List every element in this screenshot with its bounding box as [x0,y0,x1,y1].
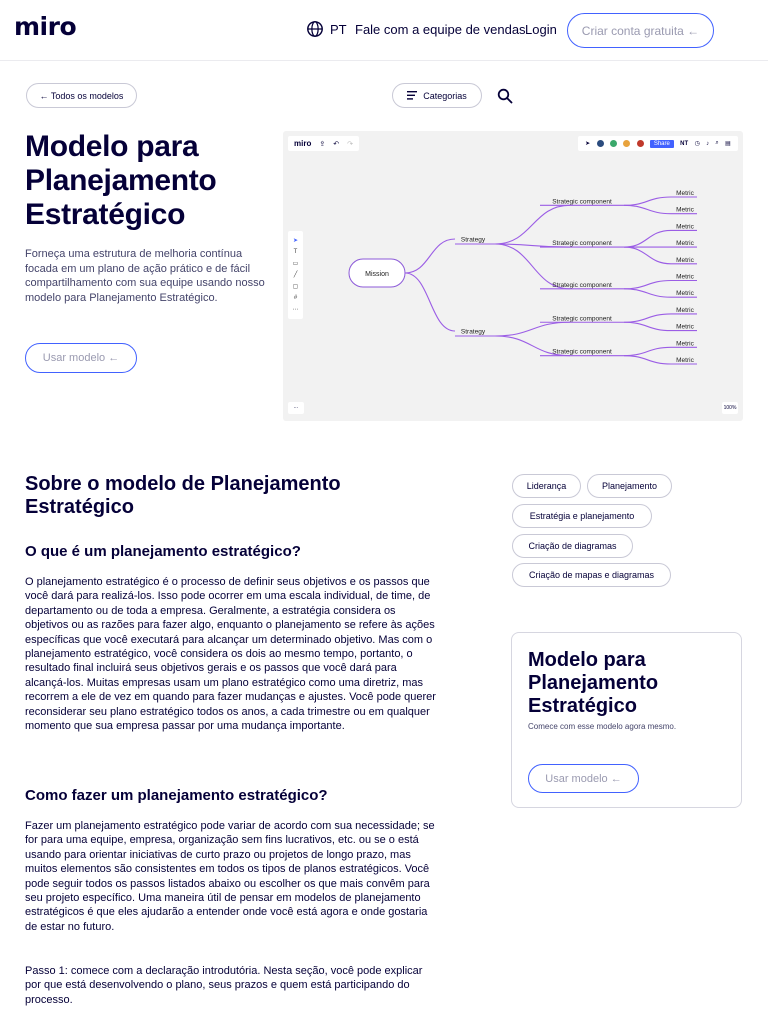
mindmap-metric-label: Metric [676,323,694,331]
redo-icon[interactable]: ↷ [347,140,353,148]
section-paragraph: O planejamento estratégico é o processo de definir seus objetivos e os passos que você dará para realizá-los. Isso pode ocorrer em uma escala individual, de time, de departamento ou de toda a empresa. Geralmente, a estratégia considera os objetivos ou as razões para fazer algo, enquanto o planejamento se refere às ações específicas que você executará para alcançar um determinado objetivo. Mas com o planejamento estratégico, você considera os dois ao mesmo tempo, portanto, o resultado final incluirá seus objetivos gerais e os passos que você dará para alcançá-los. Muitas empresas usam um plano estratégico como uma diretriz, mas recorrem a ele de vez em quando para fazer mudanças e ajustes. Você pode querer reconsiderar seu plano estratégico todos os anos, a cada trimestre ou em qualquer momento que sua empresa passar por uma mudança importante. [25,576,436,733]
mindmap-metric-label: Metric [676,306,694,314]
language-selector[interactable] [306,20,347,38]
site-header [0,0,768,61]
menu-icon [407,91,417,100]
sticky-note-icon[interactable]: ▭ [292,260,299,267]
mindmap-component-label: Strategic component [552,281,612,289]
card-use-template-button[interactable]: Usar modelo ← [528,764,639,793]
mindmap-metric-label: Metric [676,340,694,348]
signup-button[interactable]: Criar conta gratuita ← [567,13,714,48]
mindmap-metric-label: Metric [676,256,694,264]
tag-leadership[interactable]: Liderança [512,474,581,498]
card-subtitle: Comece com esse modelo agora mesmo. [528,722,677,731]
mindmap-component-label: Strategic component [552,240,612,248]
language-label: PT [330,21,347,37]
categories-label: Categorias [423,90,467,101]
mindmap-edge [495,322,570,336]
mindmap-component-label: Strategic component [552,198,612,206]
tag-strategy-planning[interactable]: Estratégia e planejamento [512,504,652,528]
mindmap-metric-label: Metric [676,223,694,231]
globe-icon [306,20,324,38]
section-paragraph: Passo 1: comece com a declaração introdutória. Nesta seção, você pode explicar por que está desenvolvendo o plano, seus prazos e quem está participando do processo. [25,965,423,1006]
board-logo: miro [294,139,312,148]
avatar [610,140,617,147]
upload-icon[interactable]: ⇪ [319,140,326,148]
avatar [623,140,630,147]
board-collab-toolbar [578,136,738,151]
mindmap-edge [405,273,455,331]
mindmap-metric-label: Metric [676,273,694,281]
mindmap-edge [624,347,671,355]
mindmap-edge [624,289,671,297]
tag-diagramming[interactable]: Criação de diagramas [512,534,633,558]
zoom-level[interactable]: 100% [722,402,738,414]
mindmap-strategy-label: Strategy [460,236,486,244]
template-preview[interactable] [283,131,743,421]
cursor-icon[interactable]: ➤ [585,141,591,147]
mindmap-metric-label: Metric [676,240,694,248]
page-title: Modelo para Planejamento Estratégico [25,130,217,231]
mindmap-edge [624,314,671,322]
template-card [511,632,742,808]
board-bottom-left-tools[interactable]: ⋯ [288,402,304,414]
select-tool-icon[interactable]: ➤ [292,238,299,245]
mindmap-edge [624,281,671,289]
miro-logo[interactable]: miro [14,12,77,41]
all-templates-button[interactable]: ← Todos os modelos [26,83,137,108]
bell-icon[interactable]: ♪ [706,140,710,147]
section-heading: O que é um planejamento estratégico? [25,543,301,560]
timer-icon[interactable]: ◷ [694,141,700,147]
section-paragraph: Fazer um planejamento estratégico pode variar de acordo com sua necessidade; se for para uma equipe, empresa, organização sem fins lucrativos, etc. ou se o está usando para orientar iniciativas de curto prazo ou projetos de longo prazo, mas muitos elementos são consistentes em todos os tipos de planos estratégicos. Você pode seguir todos os passos listados abaixo ou escolher os que mais convêm para seu projeto específico. Uma maneira útil de pensar em modelos de planejamento estratégicos é que eles ajudarão a entender onde você está agora e onde gostaria de estar no futuro. [25,820,435,933]
text-tool-icon[interactable]: T [293,249,298,256]
mindmap-edge [624,197,671,205]
undo-icon[interactable]: ↶ [333,140,340,148]
mindmap-metric-label: Metric [676,290,694,298]
section-heading: Como fazer um planejamento estratégico? [25,787,328,804]
mindmap-metric-label: Metric [676,190,694,197]
mindmap-edge [624,230,671,247]
shape-tool-icon[interactable]: ▢ [292,284,299,291]
pen-tool-icon[interactable]: ╱ [293,272,298,279]
share-button[interactable]: Share [650,140,674,148]
tag-mapping-diagramming[interactable]: Criação de mapas e diagramas [512,563,671,587]
mindmap-edge [624,247,671,264]
search-icon[interactable]: ⌕ [715,140,719,146]
mindmap-metric-label: Metric [676,206,694,214]
about-title: Sobre o modelo de Planejamento Estratégico [25,473,341,518]
mindmap-component-label: Strategic component [552,315,612,323]
mindmap-edge [624,322,671,330]
search-icon[interactable] [497,88,513,104]
mindmap-component-label: Strategic component [552,348,612,356]
use-template-button[interactable]: Usar modelo ← [25,343,137,373]
user-initials: NT [680,140,689,147]
mindmap-edge [624,205,671,213]
tag-planning[interactable]: Planejamento [587,474,672,498]
avatar [597,140,604,147]
hero-description: Forneça uma estrutura de melhoria contínua focada em um plano de ação prático e de fácil compartilhamento com sua equipe usando nosso modelo para Planejamento Estratégico. [25,248,265,304]
categories-button[interactable] [392,83,482,108]
mindmap-diagram [283,131,743,421]
card-title: Modelo para Planejamento Estratégico [528,649,659,717]
frame-tool-icon[interactable]: # [293,294,298,301]
sales-link[interactable]: Fale com a equipe de vendas [355,22,526,37]
mindmap-metric-label: Metric [676,357,694,364]
mindmap-edge [624,356,671,364]
login-link[interactable]: Login [525,22,557,37]
mindmap-edge [495,205,570,244]
menu-icon[interactable]: ▤ [725,141,731,147]
mindmap-strategy-label: Strategy [460,328,486,336]
board-tools-toolbar [288,231,303,319]
board-top-toolbar [288,136,359,151]
more-tools-icon[interactable]: ⋯ [292,306,299,313]
avatar [637,140,644,147]
mindmap-edge [405,239,455,273]
mindmap-root-label: Mission [365,271,389,278]
